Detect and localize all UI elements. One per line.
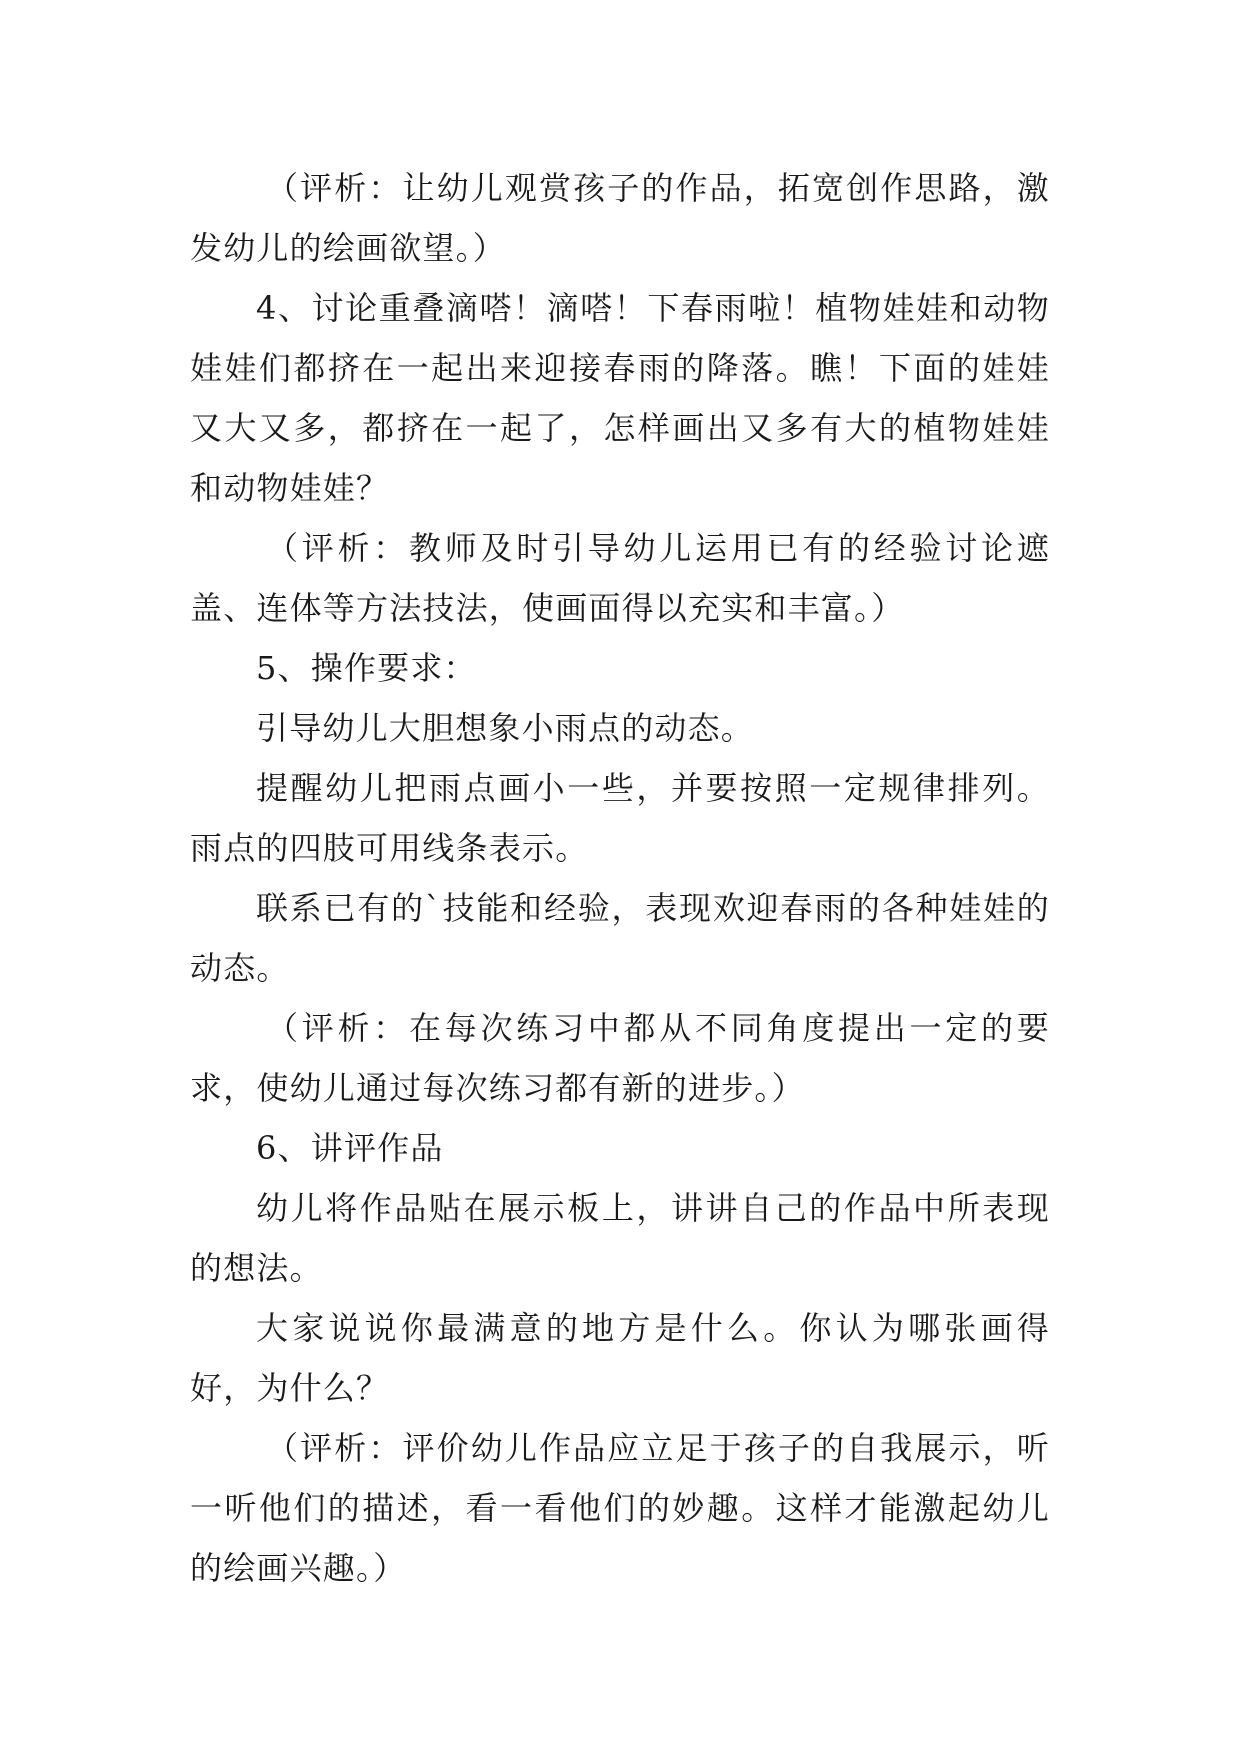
paragraph-step-5: 5、操作要求：	[256, 649, 477, 687]
paragraph-review-2: 大家说说你最满意的地方是什么。你认为哪张画得好，为什么？	[190, 1309, 1050, 1407]
paragraph-step-6: 6、讲评作品	[256, 1129, 444, 1167]
paragraph-analysis-4: （评析：评价幼儿作品应立足于孩子的自我展示，听一听他们的描述，看一看他们的妙趣。这样才能激起幼儿的绘画兴趣。）	[190, 1429, 1050, 1587]
paragraph-requirement-1: 引导幼儿大胆想象小雨点的动态。	[256, 709, 755, 747]
paragraph-step-4: 4、讨论重叠滴嗒！滴嗒！下春雨啦！植物娃娃和动物娃娃们都挤在一起出来迎接春雨的降落。瞧！下面的娃娃又大又多，都挤在一起了，怎样画出又多有大的植物娃娃和动物娃娃？	[190, 289, 1050, 507]
paragraph-review-1: 幼儿将作品贴在展示板上，讲讲自己的作品中所表现的想法。	[190, 1189, 1050, 1287]
paragraph-analysis-2: （评析：教师及时引导幼儿运用已有的经验讨论遮盖、连体等方法技法，使画面得以充实和丰富。）	[190, 529, 1050, 627]
paragraph-requirement-2: 提醒幼儿把雨点画小一些，并要按照一定规律排列。雨点的四肢可用线条表示。	[190, 769, 1050, 867]
paragraph-analysis-1: （评析：让幼儿观赏孩子的作品，拓宽创作思路，激发幼儿的绘画欲望。）	[190, 169, 1050, 267]
paragraph-analysis-3: （评析：在每次练习中都从不同角度提出一定的要求，使幼儿通过每次练习都有新的进步。）	[190, 1009, 1050, 1107]
paragraph-requirement-3: 联系已有的`技能和经验，表现欢迎春雨的各种娃娃的动态。	[190, 889, 1050, 987]
document-body	[190, 158, 1050, 1598]
